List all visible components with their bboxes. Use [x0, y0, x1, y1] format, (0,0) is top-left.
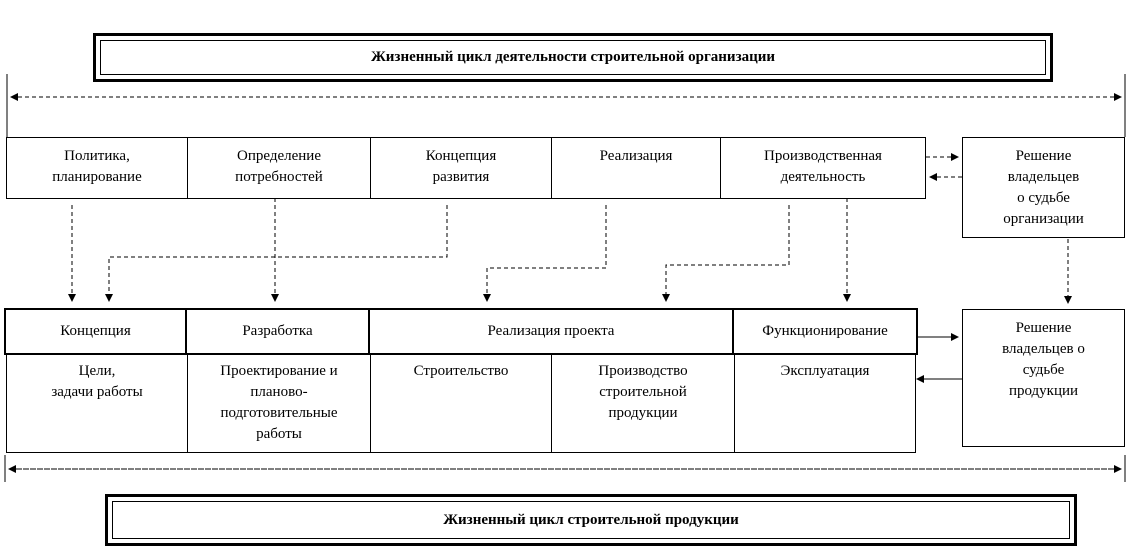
detail-production	[551, 354, 735, 453]
org-lifecycle-banner	[93, 33, 1053, 82]
org-stage-realization-label: Реализация	[599, 148, 673, 164]
org-stage-production	[720, 137, 926, 199]
phase-concept	[6, 310, 187, 353]
org-stage-concept-label: Концепция развития	[425, 148, 497, 185]
detail-design	[187, 354, 371, 453]
phase-project-realization-label: Реализация проекта	[487, 323, 615, 339]
product-lifecycle-title: Жизненный цикл строительной продукции	[443, 511, 739, 528]
org-stage-realization	[551, 137, 721, 199]
org-stage-policy-label: Политика, планирование	[52, 148, 142, 185]
detail-construction-label: Строительство	[413, 363, 509, 379]
org-stage-needs-label: Определение потребностей	[235, 148, 323, 185]
owner-decision-org-label: Решение владельцев о судьбе организации	[1003, 148, 1084, 227]
org-stage-production-label: Производственная деятельность	[764, 148, 882, 185]
org-stage-policy	[6, 137, 188, 199]
product-lifecycle-banner	[105, 494, 1077, 546]
phase-project-realization	[370, 310, 734, 353]
detail-design-label: Проектирование и планово- подготовительные работы	[220, 363, 338, 442]
phase-concept-label: Концепция	[60, 323, 131, 339]
org-lifecycle-title: Жизненный цикл деятельности строительной организации	[370, 49, 776, 65]
org-stage-needs	[187, 137, 371, 199]
owner-decision-product-label: Решение владельцев о судьбе продукции	[1002, 320, 1085, 399]
owner-decision-product	[962, 309, 1125, 447]
detail-operation	[734, 354, 916, 453]
connector-production-to-project	[666, 205, 789, 301]
detail-goals	[6, 354, 188, 453]
phase-functioning	[734, 310, 916, 353]
connector-development-concept	[109, 205, 447, 301]
phase-development-label: Разработка	[242, 323, 313, 339]
detail-production-label: Производство строительной продукции	[598, 363, 688, 421]
org-stage-concept	[370, 137, 552, 199]
detail-construction	[370, 354, 552, 453]
phase-functioning-label: Функционирование	[762, 323, 888, 339]
owner-decision-org	[962, 137, 1125, 238]
phase-development	[187, 310, 370, 353]
detail-goals-label: Цели, задачи работы	[51, 363, 143, 400]
detail-operation-label: Эксплуатация	[780, 363, 870, 379]
connector-realization-to-project	[487, 205, 606, 301]
